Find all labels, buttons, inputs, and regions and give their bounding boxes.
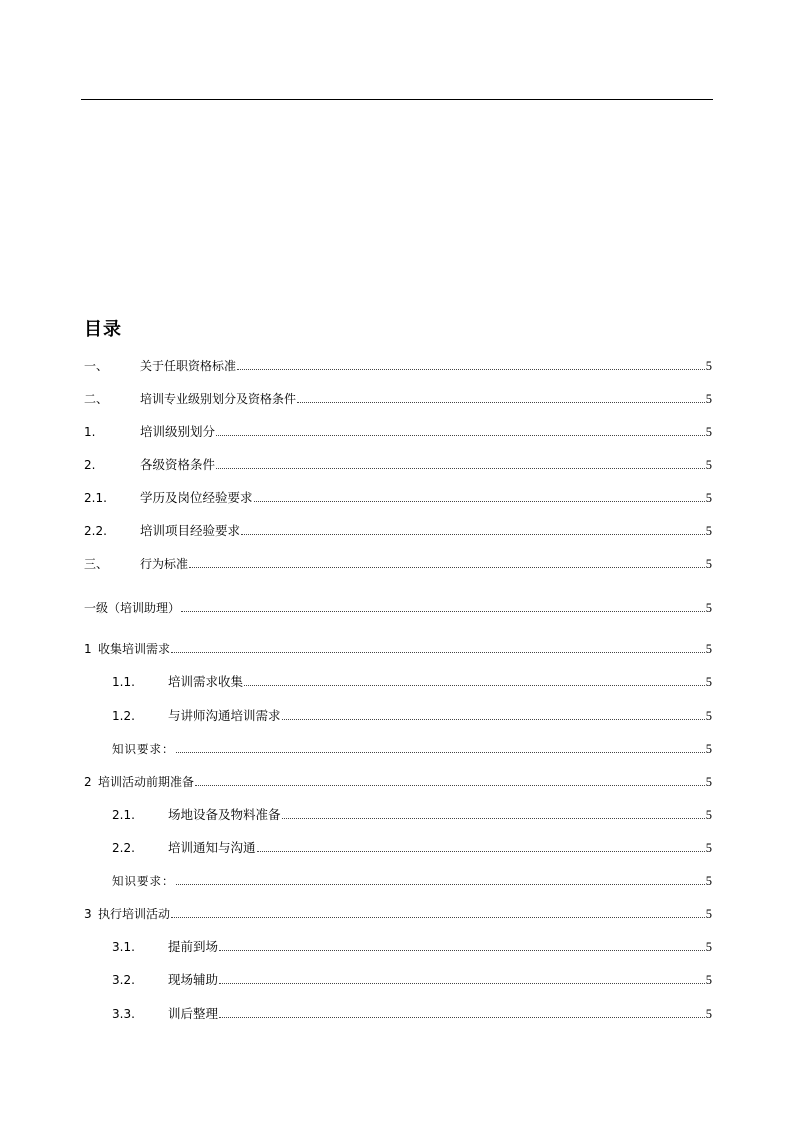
- toc-page-number: 5: [705, 491, 712, 505]
- toc-entry[interactable]: [84, 487, 712, 505]
- toc-leader: [219, 950, 705, 951]
- toc-entry[interactable]: [112, 804, 712, 822]
- toc-leader: [257, 851, 705, 852]
- toc-entry[interactable]: [84, 520, 712, 538]
- toc-entry[interactable]: [112, 969, 712, 987]
- toc-entry[interactable]: [84, 355, 712, 373]
- toc-entry[interactable]: [112, 837, 712, 855]
- toc-page-number: 5: [705, 775, 712, 789]
- toc-entry-number: 一、: [84, 359, 109, 373]
- toc-entry-number: 2: [84, 775, 92, 789]
- toc-leader: [237, 369, 705, 370]
- toc-entry-number: 3.2.: [112, 973, 135, 987]
- toc-entry[interactable]: [84, 597, 712, 615]
- toc-leader: [216, 468, 705, 469]
- toc-page-number: 5: [705, 907, 712, 921]
- toc-entry[interactable]: [112, 705, 712, 723]
- toc-leader: [244, 685, 705, 686]
- toc-leader: [216, 435, 705, 436]
- toc-entry-number: 3.3.: [112, 1007, 135, 1021]
- toc-entry-text: 收集培训需求: [98, 642, 171, 656]
- toc-leader: [189, 567, 705, 568]
- toc-entry[interactable]: [84, 553, 712, 571]
- toc-entry-text: 培训需求收集: [168, 674, 244, 689]
- toc-entry-number: 3: [84, 907, 92, 921]
- toc-leader: [181, 611, 705, 612]
- toc-entry-number: 2.1.: [112, 808, 135, 822]
- toc-entry-number: 三、: [84, 557, 109, 571]
- toc-entry-text: 培训专业级别划分及资格条件: [140, 392, 297, 406]
- toc-page-number: 5: [705, 1007, 712, 1021]
- toc-entry-text: 培训级别划分: [140, 424, 216, 439]
- toc-entry-number: 2.2.: [84, 524, 107, 538]
- toc-entry-text: 知识要求：: [112, 874, 175, 888]
- toc-page-number: 5: [705, 742, 712, 756]
- toc-title: 目录: [84, 319, 122, 340]
- toc-page-number: 5: [705, 642, 712, 656]
- toc-entry-number: 2.1.: [84, 491, 107, 505]
- toc-page-number: 5: [705, 601, 712, 615]
- toc-leader: [195, 785, 705, 786]
- toc-page-number: 5: [705, 458, 712, 472]
- toc-entry-text: 各级资格条件: [140, 457, 216, 472]
- toc-leader: [254, 501, 705, 502]
- toc-entry[interactable]: [112, 1003, 712, 1021]
- toc-entry-number: 2.: [84, 458, 96, 472]
- toc-entry[interactable]: [112, 738, 712, 756]
- toc-entry-number: 3.1.: [112, 940, 135, 954]
- toc-leader: [241, 534, 705, 535]
- toc-page-number: 5: [705, 940, 712, 954]
- toc-entry[interactable]: [112, 671, 712, 689]
- toc-entry-text: 训后整理: [168, 1006, 219, 1021]
- toc-page-number: 5: [705, 425, 712, 439]
- toc-leader: [176, 752, 705, 753]
- toc-page-number: 5: [705, 675, 712, 689]
- toc-entry-number: 1.1.: [112, 675, 135, 689]
- toc-page-number: 5: [705, 841, 712, 855]
- toc-entry-text: 培训通知与沟通: [168, 840, 256, 855]
- toc-leader: [219, 983, 705, 984]
- toc-page-number: 5: [705, 392, 712, 406]
- toc-page-number: 5: [705, 973, 712, 987]
- toc-leader: [282, 719, 705, 720]
- toc-entry-number: 1: [84, 642, 92, 656]
- toc-entry-text: 培训活动前期准备: [98, 775, 195, 789]
- toc-page-number: 5: [705, 808, 712, 822]
- toc-entry[interactable]: [84, 454, 712, 472]
- toc-entry-number: 2.2.: [112, 841, 135, 855]
- toc-entry-number: 二、: [84, 392, 109, 406]
- toc-leader: [219, 1017, 705, 1018]
- toc-leader: [171, 652, 705, 653]
- toc-page-number: 5: [705, 524, 712, 538]
- toc-entry-text: 行为标准: [140, 557, 189, 571]
- toc-entry-text: 提前到场: [168, 939, 219, 954]
- toc-entry-text: 关于任职资格标准: [140, 359, 237, 373]
- toc-entry-text: 执行培训活动: [98, 907, 171, 921]
- toc-entry-text: 一级（培训助理）: [84, 601, 181, 615]
- toc-page-number: 5: [705, 874, 712, 888]
- toc-entry-text: 场地设备及物料准备: [168, 807, 281, 822]
- toc-entry-text: 与讲师沟通培训需求: [168, 708, 281, 723]
- toc-entry[interactable]: [112, 936, 712, 954]
- toc-entry[interactable]: [84, 388, 712, 406]
- toc-entry-text: 学历及岗位经验要求: [140, 490, 253, 505]
- toc-entry[interactable]: [84, 903, 712, 921]
- toc-page-number: 5: [705, 359, 712, 373]
- toc-page-number: 5: [705, 709, 712, 723]
- toc-entry-number: 1.2.: [112, 709, 135, 723]
- toc-entry-text: 培训项目经验要求: [140, 523, 241, 538]
- toc-entry[interactable]: [84, 421, 712, 439]
- toc-leader: [297, 402, 705, 403]
- toc-leader: [282, 818, 705, 819]
- toc-page-number: 5: [705, 557, 712, 571]
- toc-entry[interactable]: [84, 638, 712, 656]
- toc-entry[interactable]: [84, 771, 712, 789]
- toc-entry-text: 知识要求：: [112, 742, 175, 756]
- toc-entry[interactable]: [112, 870, 712, 888]
- toc-leader: [176, 884, 705, 885]
- toc-entry-text: 现场辅助: [168, 972, 219, 987]
- toc-entry-number: 1.: [84, 425, 96, 439]
- toc-leader: [171, 917, 705, 918]
